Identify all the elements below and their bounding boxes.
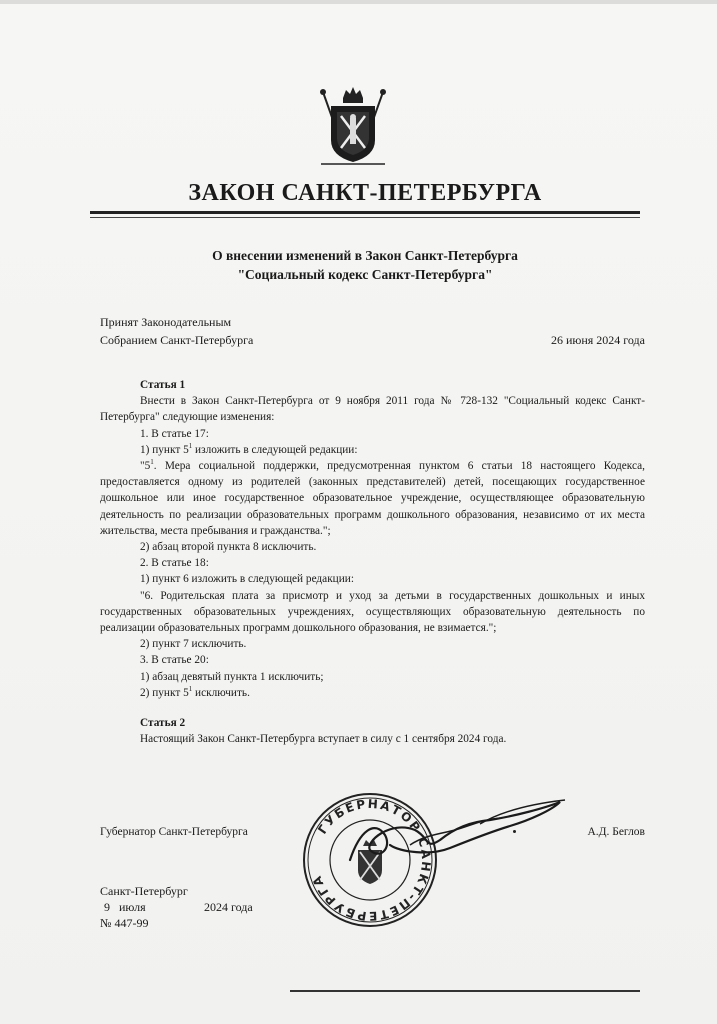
article-1-quote-1 bbox=[100, 458, 645, 539]
article-1-item-1-1 bbox=[100, 442, 645, 458]
footer-rule bbox=[290, 990, 640, 992]
place-day: 9 bbox=[104, 900, 110, 914]
place-date bbox=[104, 900, 264, 915]
place-month: июля bbox=[119, 900, 146, 914]
law-number: № 447-99 bbox=[100, 916, 149, 930]
title-rule-thin bbox=[90, 217, 640, 218]
article-1-item-1: 1. В статье 17: bbox=[140, 427, 209, 440]
adopted-by-line1: Принят Законодательным bbox=[100, 315, 232, 329]
article-1-item-2-2: 2) пункт 7 исключить. bbox=[140, 638, 247, 651]
item-3-2-rest: исключить. bbox=[192, 686, 250, 699]
quote-1-sup: 1 bbox=[150, 458, 154, 467]
governor-title: Губернатор Санкт-Петербурга bbox=[100, 826, 248, 838]
article-1-item-3-1: 1) абзац девятый пункта 1 исключить; bbox=[140, 670, 324, 683]
item-1-1-text: 1) пункт 5 bbox=[140, 443, 189, 456]
place-year: 2024 года bbox=[204, 900, 253, 914]
document-title: ЗАКОН САНКТ-ПЕТЕРБУРГА bbox=[188, 180, 542, 206]
document-subtitle bbox=[110, 246, 620, 284]
title-rule-thick bbox=[90, 211, 640, 214]
adopted-date: 26 июня 2024 года bbox=[550, 333, 645, 347]
item-3-2-sup: 1 bbox=[188, 685, 193, 694]
place-city: Санкт-Петербург bbox=[100, 884, 188, 898]
item-1-1-sup: 1 bbox=[188, 442, 193, 451]
coat-of-arms-icon bbox=[315, 84, 391, 172]
adopted-by-line2: Собранием Санкт-Петербурга bbox=[100, 333, 254, 347]
article-1 bbox=[100, 377, 645, 747]
handwritten-signature-icon bbox=[330, 790, 570, 880]
item-3-2-text: 2) пункт 5 bbox=[140, 686, 189, 699]
article-1-quote-2: "6. Родительская плата за присмотр и уход за детьми в государственных дошкольных и иных государственных образовательных учреждениях, осуществляющих образовательную деятельность по реализации образовательных программ дошкольного образования, не взимается."; bbox=[100, 589, 645, 635]
article-1-item-3: 3. В статье 20: bbox=[140, 654, 209, 667]
article-1-item-2-1: 1) пункт 6 изложить в следующей редакции: bbox=[140, 573, 354, 586]
quote-1-start: "5 bbox=[140, 460, 151, 473]
article-2-heading: Статья 2 bbox=[140, 717, 186, 730]
article-1-item-3-2 bbox=[100, 685, 645, 701]
seal-text: ГУБЕРНАТОР САНКТ-ПЕТЕРБУРГА bbox=[309, 796, 434, 924]
article-1-heading: Статья 1 bbox=[140, 379, 186, 391]
article-1-intro: Внести в Закон Санкт-Петербурга от 9 ноября 2011 года № 728-132 "Социальный кодекс Санкт-Петербурга" следующие изменения: bbox=[100, 395, 645, 424]
article-1-item-1-2: 2) абзац второй пункта 8 исключить. bbox=[140, 541, 317, 554]
subtitle-line1: О внесении изменений в Закон Санкт-Петербурга bbox=[212, 248, 518, 263]
quote-1-rest: . Мера социальной поддержки, предусмотренная пунктом 6 статьи 18 настоящего Кодекса, предоставляется одному из родителей (законных представителей) детей, посещающих государственное дошкольное или иное государственное образовательное учреждение, осуществляющее образовательную деятельность по реализации образовательных программ дошкольного образования, независимо от их места жительства, места пребывания и гражданства."; bbox=[100, 460, 645, 537]
governor-name: А.Д. Беглов bbox=[587, 826, 645, 838]
scan-dot bbox=[513, 830, 516, 833]
item-1-1-rest: изложить в следующей редакции: bbox=[192, 443, 358, 456]
article-2-text: Настоящий Закон Санкт-Петербурга вступает в силу с 1 сентября 2024 года. bbox=[140, 733, 507, 746]
subtitle-line2: "Социальный кодекс Санкт-Петербурга" bbox=[237, 267, 493, 282]
article-1-item-2: 2. В статье 18: bbox=[140, 557, 209, 570]
scan-top-edge bbox=[0, 0, 717, 4]
